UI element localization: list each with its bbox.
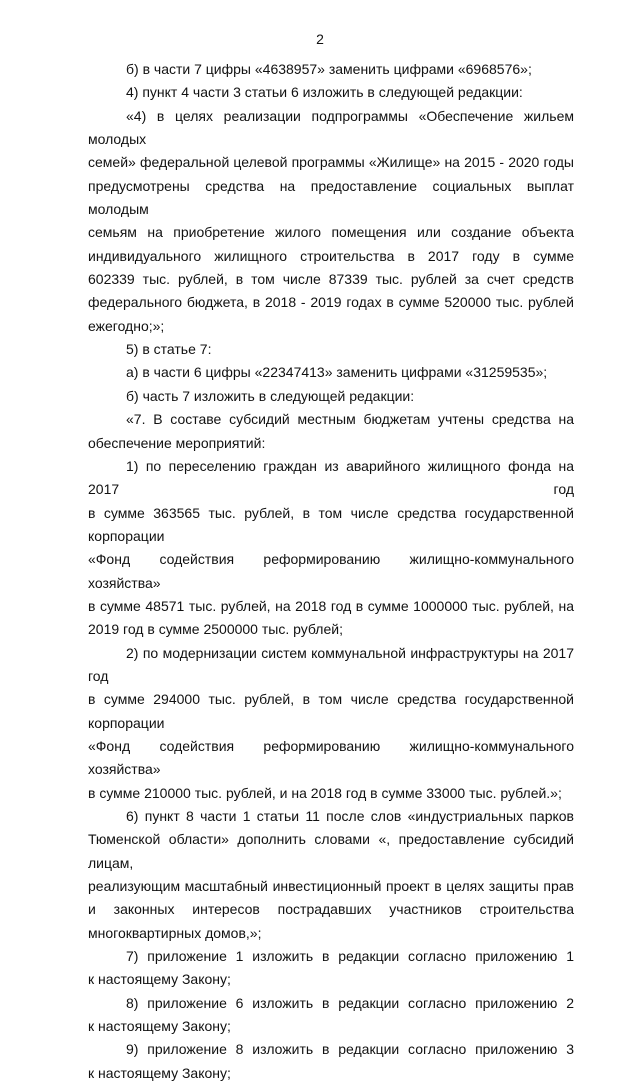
text-line: в сумме 210000 тыс. рублей, и на 2018 год в сумме 33000 тыс. рублей.»; [88,784,562,801]
text-line: 2) по модернизации систем коммунальной инфраструктуры на 2017 год [88,644,574,684]
text-line: 6) пункт 8 части 1 статьи 11 после слов «индустриальных парков [126,808,574,824]
text-line: 602339 тыс. рублей, в том числе 87339 тыс. рублей за счет средств [88,271,574,288]
text-line: к настоящему Закону; [88,1064,231,1081]
text-line: в сумме 48571 тыс. рублей, на 2018 год в сумме 1000000 тыс. рублей, на [88,597,574,614]
text-line: индивидуального жилищного строительства в 2017 году в сумме [88,247,574,264]
text-line: к настоящему Закону; [88,1018,231,1035]
text-line: семей» федеральной целевой программы «Жилище» на 2015 - 2020 годы [88,154,574,171]
text-line: обеспечение мероприятий: [88,434,266,451]
text-line: 8) приложение 6 изложить в редакции согласно приложению 2 [126,994,574,1011]
text-line: 2019 год в сумме 2500000 тыс. рублей; [88,621,343,638]
text-line: «Фонд содействия реформированию жилищно-коммунального хозяйства» [88,737,574,778]
text-line: а) в части 6 цифры «22347413» заменить цифрами «31259535»; [126,364,548,381]
text-line: в сумме 294000 тыс. рублей, в том числе средства государственной корпорации [88,691,574,731]
text-line: 1) по переселению граждан из аварийного жилищного фонда на 2017 год [88,457,574,498]
text-line: «4) в целях реализации подпрограммы «Обеспечение жильем молодых [88,107,574,148]
text-line: реализующим масштабный инвестиционный проект в целях защиты прав [88,878,574,895]
text-line: многоквартирных домов,»; [88,924,262,941]
text-line: б) в части 7 цифры «4638957» заменить цифрами «6968576»; [126,61,532,77]
text-line: 5) в статье 7: [126,341,212,358]
text-line: федерального бюджета, в 2018 - 2019 годах в сумме 520000 тыс. рублей [88,294,574,311]
page-number: 2 [316,31,324,47]
text-line: Тюменской области» дополнить словами «, предоставление субсидий лицам, [88,831,574,871]
text-line: ежегодно;»; [88,317,165,334]
text-line: 4) пункт 4 части 3 статьи 6 изложить в следующей редакции: [126,84,523,101]
text-line: 9) приложение 8 изложить в редакции согласно приложению 3 [126,1041,574,1058]
text-line: предусмотрены средства на предоставление социальных выплат молодым [88,177,574,218]
text-line: «7. В составе субсидий местным бюджетам учтены средства на [126,411,574,428]
text-line: б) часть 7 изложить в следующей редакции: [126,387,415,404]
text-line: к настоящему Закону; [88,971,231,988]
text-line: в сумме 363565 тыс. рублей, в том числе средства государственной корпорации [88,504,574,544]
text-line: «Фонд содействия реформированию жилищно-коммунального хозяйства» [88,551,574,591]
text-line: 7) приложение 1 изложить в редакции согласно приложению 1 [126,948,574,965]
document-body [88,58,574,1085]
text-line: семьям на приобретение жилого помещения или создание объекта [88,224,574,241]
text-line: и законных интересов пострадавших участников строительства [88,901,574,918]
